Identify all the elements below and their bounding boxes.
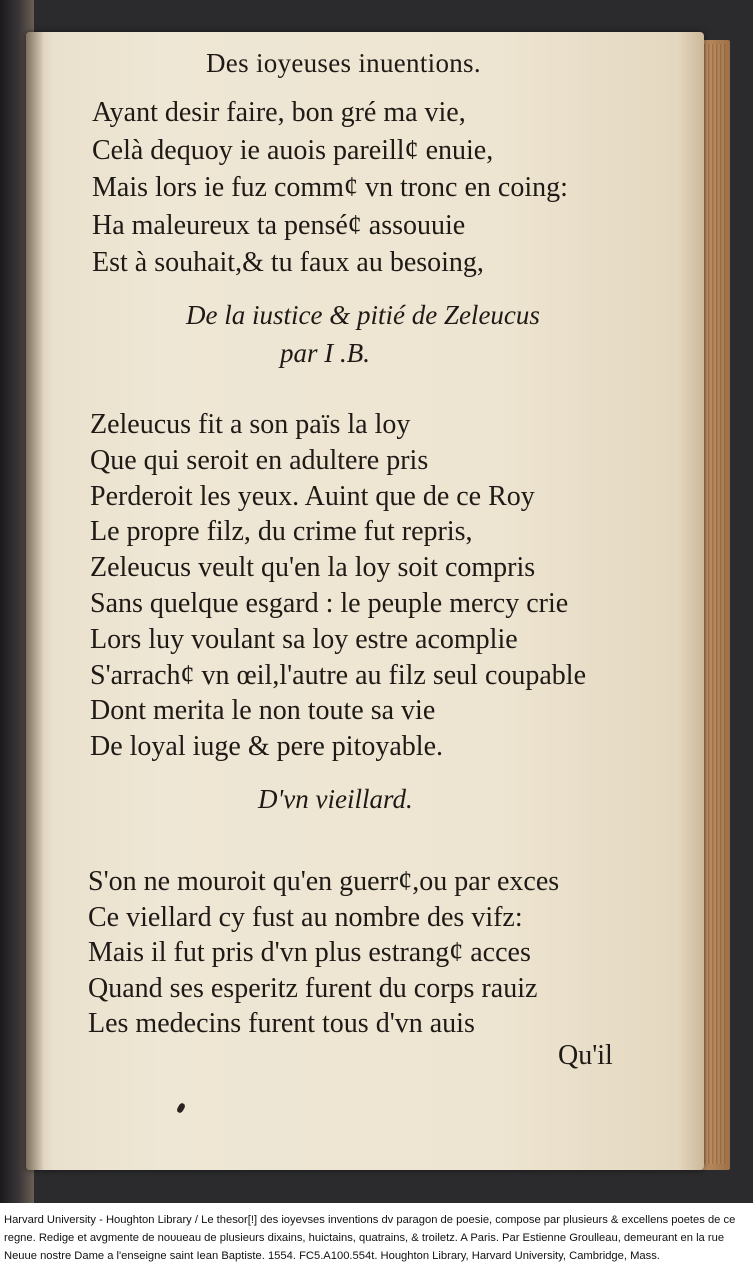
verse-line: Lors luy voulant sa loy estre acomplie — [90, 623, 518, 655]
verse-line: Celà dequoy ie auois pareill¢ enuie, — [92, 134, 494, 166]
running-head: Des ioyeuses inuentions. — [206, 48, 481, 78]
verse-line: Que qui seroit en adultere pris — [90, 444, 429, 476]
stanza-2 — [90, 407, 586, 765]
verse-line: Sans quelque esgard : le peuple mercy crie — [90, 587, 569, 619]
verse-line: Ce viellard cy fust au nombre des vifz: — [88, 901, 523, 933]
verse-line: Zeleucus veult qu'en la loy soit compris — [90, 552, 536, 584]
stanza-3 — [88, 864, 559, 1042]
verse-line: Perderoit les yeux. Auint que de ce Roy — [90, 480, 535, 512]
verse-line: Mais il fut pris d'vn plus estrang¢ acces — [88, 937, 531, 968]
verse-line: Mais lors ie fuz comm¢ vn tronc en coing: — [92, 172, 568, 203]
stanza-1 — [92, 94, 568, 282]
verse-line: De loyal iuge & pere pitoyable. — [90, 731, 443, 763]
poem-author: par I .B. — [280, 338, 370, 368]
verse-line: S'on ne mouroit qu'en guerr¢,ou par exces — [88, 866, 560, 897]
verse-line: Le propre filz, du crime fut repris, — [90, 516, 473, 548]
verse-line: Ayant desir faire, bon gré ma vie, — [92, 97, 466, 128]
verse-line: Les medecins furent tous d'vn auis — [88, 1008, 475, 1039]
poem-title-zeleucus: De la iustice & pitié de Zeleucus — [186, 300, 540, 330]
verse-line: Est à souhait,& tu faux au besoing, — [92, 247, 484, 278]
gutter-shadow — [26, 32, 44, 1170]
poem-title-vieillard: D'vn vieillard. — [258, 784, 413, 814]
image-caption: Harvard University - Houghton Library / Le thesor[!] des ioyevses inventions dv paragon de poesie, compose par plusieurs & excellens poetes de ce regne. Redige et avgmente de noυueau de plusieurs dixains, huictains, quatrains, & troiletz. A Paris. Par Estienne Groulleau, demeurant en la rue Neuue nostre Dame a l'enseigne saint Iean Baptiste. 1554. FC5.A100.554t. Houghton Library, Harvard University, Cambridge, Mass. — [4, 1214, 736, 1262]
catchword: Qu'il — [558, 1040, 613, 1071]
verse-line: Zeleucus fit a son païs la loy — [90, 409, 411, 440]
verse-line: Ha maleureux ta pensé¢ assouuie — [92, 209, 466, 241]
verse-line: S'arrach¢ vn œil,l'autre au filz seul coupable — [90, 659, 587, 691]
verse-line: Dont merita le non toute sa vie — [90, 695, 436, 727]
verse-line: Quand ses esperitz furent du corps rauiz — [88, 972, 538, 1004]
